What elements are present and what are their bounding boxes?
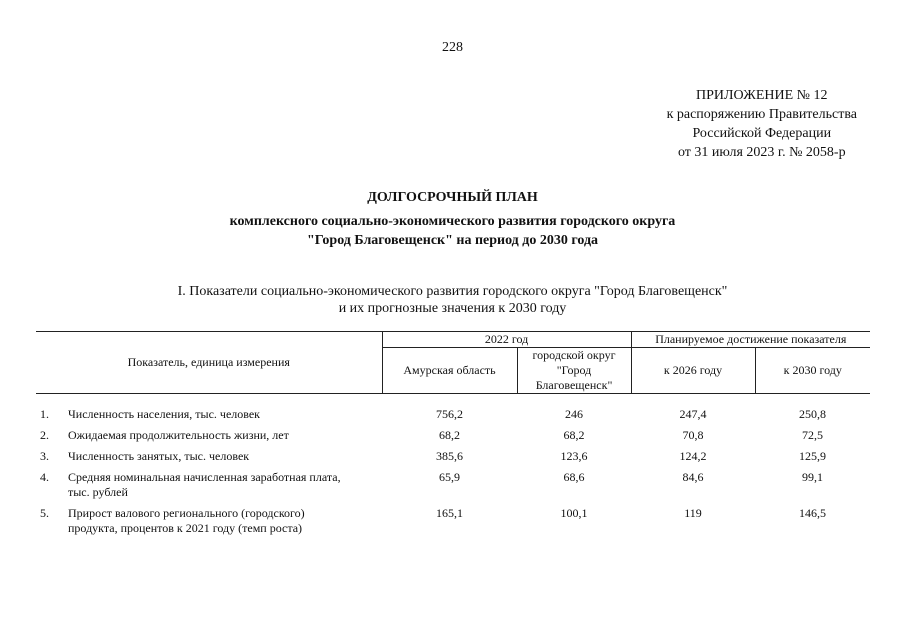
header-2030: к 2030 году — [755, 348, 870, 394]
appendix-line-3: Российской Федерации — [692, 126, 832, 141]
page-number: 228 — [442, 40, 463, 55]
table-row — [36, 506, 870, 542]
cell-region: 68,2 — [439, 428, 461, 442]
cell-2030: 99,1 — [802, 470, 824, 484]
header-group-2022: 2022 год — [382, 332, 631, 348]
row-number: 2. — [40, 428, 49, 442]
row-indicator-line-1: Ожидаемая продолжительность жизни, лет — [68, 428, 289, 442]
cell-2030: 125,9 — [799, 449, 827, 463]
table-row — [36, 449, 870, 470]
table-row — [36, 470, 870, 506]
row-indicator-name — [68, 428, 382, 449]
row-indicator-line-1: Численность занятых, тыс. человек — [68, 449, 250, 463]
indicators-table-container — [36, 331, 870, 542]
cell-2026: 247,4 — [679, 407, 707, 421]
row-indicator-name — [68, 407, 382, 428]
cell-region: 756,2 — [436, 407, 464, 421]
header-region: Амурская область — [382, 348, 517, 394]
row-indicator-line-1: Прирост валового регионального (городского) — [68, 506, 305, 520]
cell-2030: 146,5 — [799, 506, 827, 520]
cell-region: 165,1 — [436, 506, 464, 520]
section-title-line-1: I. Показатели социально-экономического развития городского округа "Город Благовещенск" — [177, 284, 728, 299]
row-indicator-line-2: тыс. рублей — [68, 485, 128, 499]
header-city-line-1: городской округ — [532, 348, 616, 362]
cell-city: 100,1 — [560, 506, 588, 520]
cell-2030: 72,5 — [802, 428, 824, 442]
section-title-line-2: и их прогнозные значения к 2030 году — [338, 301, 567, 316]
cell-2030: 250,8 — [799, 407, 827, 421]
row-indicator-name — [68, 470, 382, 506]
header-city-line-3: Благовещенск" — [535, 378, 613, 392]
row-indicator-name — [68, 506, 382, 542]
cell-city: 68,2 — [563, 428, 585, 442]
document-subtitle — [0, 212, 905, 250]
cell-city: 68,6 — [563, 470, 585, 484]
appendix-block — [667, 86, 857, 162]
header-indicator: Показатель, единица измерения — [36, 332, 382, 394]
cell-2026: 119 — [684, 506, 702, 520]
header-2026: к 2026 году — [631, 348, 755, 394]
document-title: ДОЛГОСРОЧНЫЙ ПЛАН — [367, 190, 538, 205]
header-city — [517, 348, 631, 394]
cell-2026: 84,6 — [682, 470, 704, 484]
appendix-line-4: от 31 июля 2023 г. № 2058-р — [677, 145, 846, 160]
appendix-line-2: к распоряжению Правительства — [666, 107, 857, 122]
row-number: 3. — [40, 449, 49, 463]
row-indicator-line-2: продукта, процентов к 2021 году (темп роста) — [68, 521, 303, 535]
row-number: 5. — [40, 506, 49, 520]
appendix-line-1: ПРИЛОЖЕНИЕ № 12 — [696, 88, 828, 103]
cell-2026: 70,8 — [682, 428, 704, 442]
subtitle-line-2: "Город Благовещенск" на период до 2030 года — [306, 233, 599, 248]
row-number: 4. — [40, 470, 49, 484]
header-city-line-2: "Город — [556, 363, 592, 377]
header-group-planned: Планируемое достижение показателя — [631, 332, 870, 348]
cell-city: 246 — [565, 407, 584, 421]
cell-region: 385,6 — [436, 449, 464, 463]
section-title — [0, 283, 905, 317]
cell-city: 123,6 — [560, 449, 588, 463]
table-row — [36, 407, 870, 428]
table-row — [36, 428, 870, 449]
indicators-table — [36, 331, 870, 542]
subtitle-line-1: комплексного социально-экономического развития городского округа — [229, 214, 676, 229]
row-number: 1. — [40, 407, 49, 421]
row-indicator-line-1: Средняя номинальная начисленная заработная плата, — [68, 470, 341, 484]
row-indicator-name — [68, 449, 382, 470]
row-indicator-line-1: Численность населения, тыс. человек — [68, 407, 261, 421]
cell-2026: 124,2 — [679, 449, 707, 463]
cell-region: 65,9 — [439, 470, 461, 484]
